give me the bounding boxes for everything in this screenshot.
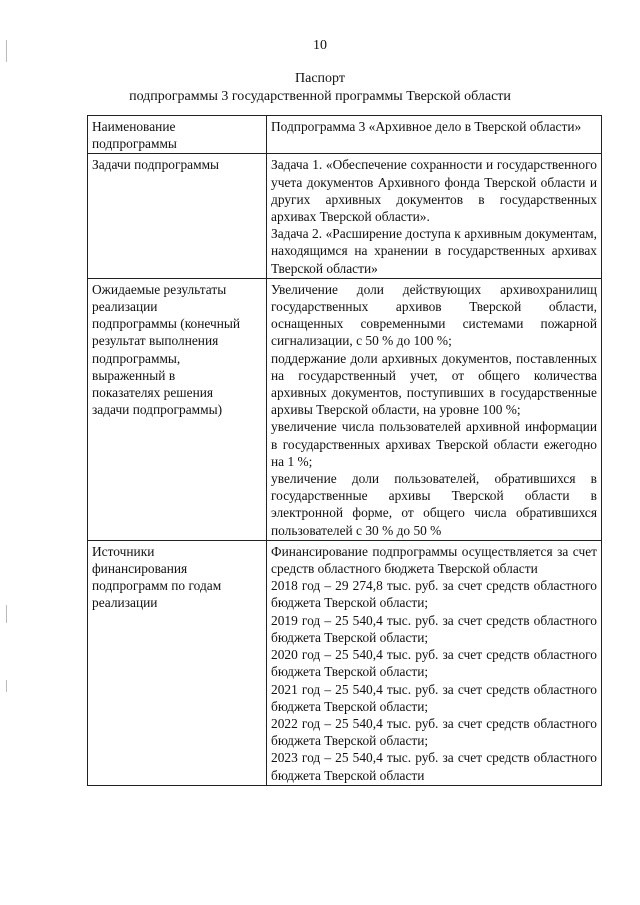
row-value-cell [267,540,602,785]
row-value-cell [267,278,602,540]
row-value-paragraph: Финансирование подпрограммы осуществляется за счет средств областного бюджета Тверской области [271,543,597,577]
row-label-line: финансирования [92,561,188,577]
row-label-line: подпрограмм по годам [92,578,222,594]
scan-edge-mark [6,680,7,692]
row-value-paragraph: Увеличение доли действующих архивохранилищ государственных архивов Тверской области, оснащенных современными системами пожарной сигнализации, с 50 % до 100 %; [271,281,597,349]
row-label-cell [88,278,267,540]
row-label-line: подпрограммы [92,136,177,152]
row-label-line: Источники [92,543,155,559]
row-value-paragraph: Подпрограмма 3 «Архивное дело в Тверской области» [271,119,582,134]
row-label-line: задачи подпрограммы) [92,402,223,418]
table-row [88,540,602,785]
row-value-paragraph: увеличение числа пользователей архивной информации в государственных архивах Тверской области ежегодно на 1 %; [271,419,597,469]
row-value-paragraph: 2023 год – 25 540,4 тыс. руб. за счет средств областного бюджета Тверской области [271,750,597,783]
row-label-line: подпрограммы (конечный [92,316,241,332]
page-number: 10 [313,38,327,53]
row-label-line: реализации [92,299,158,315]
table-row [88,154,602,278]
row-value-paragraph: Задача 1. «Обеспечение сохранности и государственного учета документов Архивного фонда Тверской области и других архивных документов в государственных архивах Тверской области». [271,157,597,225]
table-row [88,116,602,154]
row-value-cell [267,154,602,278]
row-value-paragraph: 2021 год – 25 540,4 тыс. руб. за счет средств областного бюджета Тверской области; [271,681,597,714]
document-title [0,70,640,106]
row-label-cell [88,154,267,278]
row-value-paragraph: 2019 год – 25 540,4 тыс. руб. за счет средств областного бюджета Тверской области; [271,612,597,645]
row-label-cell [88,116,267,154]
title-line: Паспорт [295,71,345,86]
table-row [88,278,602,540]
row-label-line: результат выполнения [92,333,219,349]
row-value-paragraph: 2022 год – 25 540,4 тыс. руб. за счет средств областного бюджета Тверской области; [271,715,597,749]
row-value-paragraph: поддержание доли архивных документов, поставленных на государственный учет, от общего количества архивных документов, поступивших в государственные архивы Тверской области, на уровне 100 %; [271,350,597,418]
row-label-line: Задачи подпрограммы [92,157,220,173]
row-label-cell [88,540,267,785]
row-label-line: выраженный в [92,367,176,383]
row-value-paragraph: Задача 2. «Расширение доступа к архивным документам, находящимся на хранении в государственных архивах Тверской области» [271,226,597,276]
row-label-line: показателях решения [92,385,214,401]
passport-table [87,115,602,786]
row-label-line: подпрограммы, [92,350,181,366]
row-label-line: Наименование [92,119,176,134]
row-label-line: Ожидаемые результаты [92,281,227,297]
row-label-line: реализации [92,595,158,611]
title-line: подпрограммы 3 государственной программы Тверской области [129,89,511,104]
scan-edge-mark [6,605,7,623]
row-value-cell [267,116,602,154]
row-value-paragraph: увеличение доли пользователей, обратившихся в государственные архивы Тверской области в электронной форме, от общего числа обратившихся пользователей с 30 % до 50 % [271,471,597,538]
row-value-paragraph: 2020 год – 25 540,4 тыс. руб. за счет средств областного бюджета Тверской области; [271,647,597,680]
row-value-paragraph: 2018 год – 29 274,8 тыс. руб. за счет средств областного бюджета Тверской области; [271,578,597,611]
